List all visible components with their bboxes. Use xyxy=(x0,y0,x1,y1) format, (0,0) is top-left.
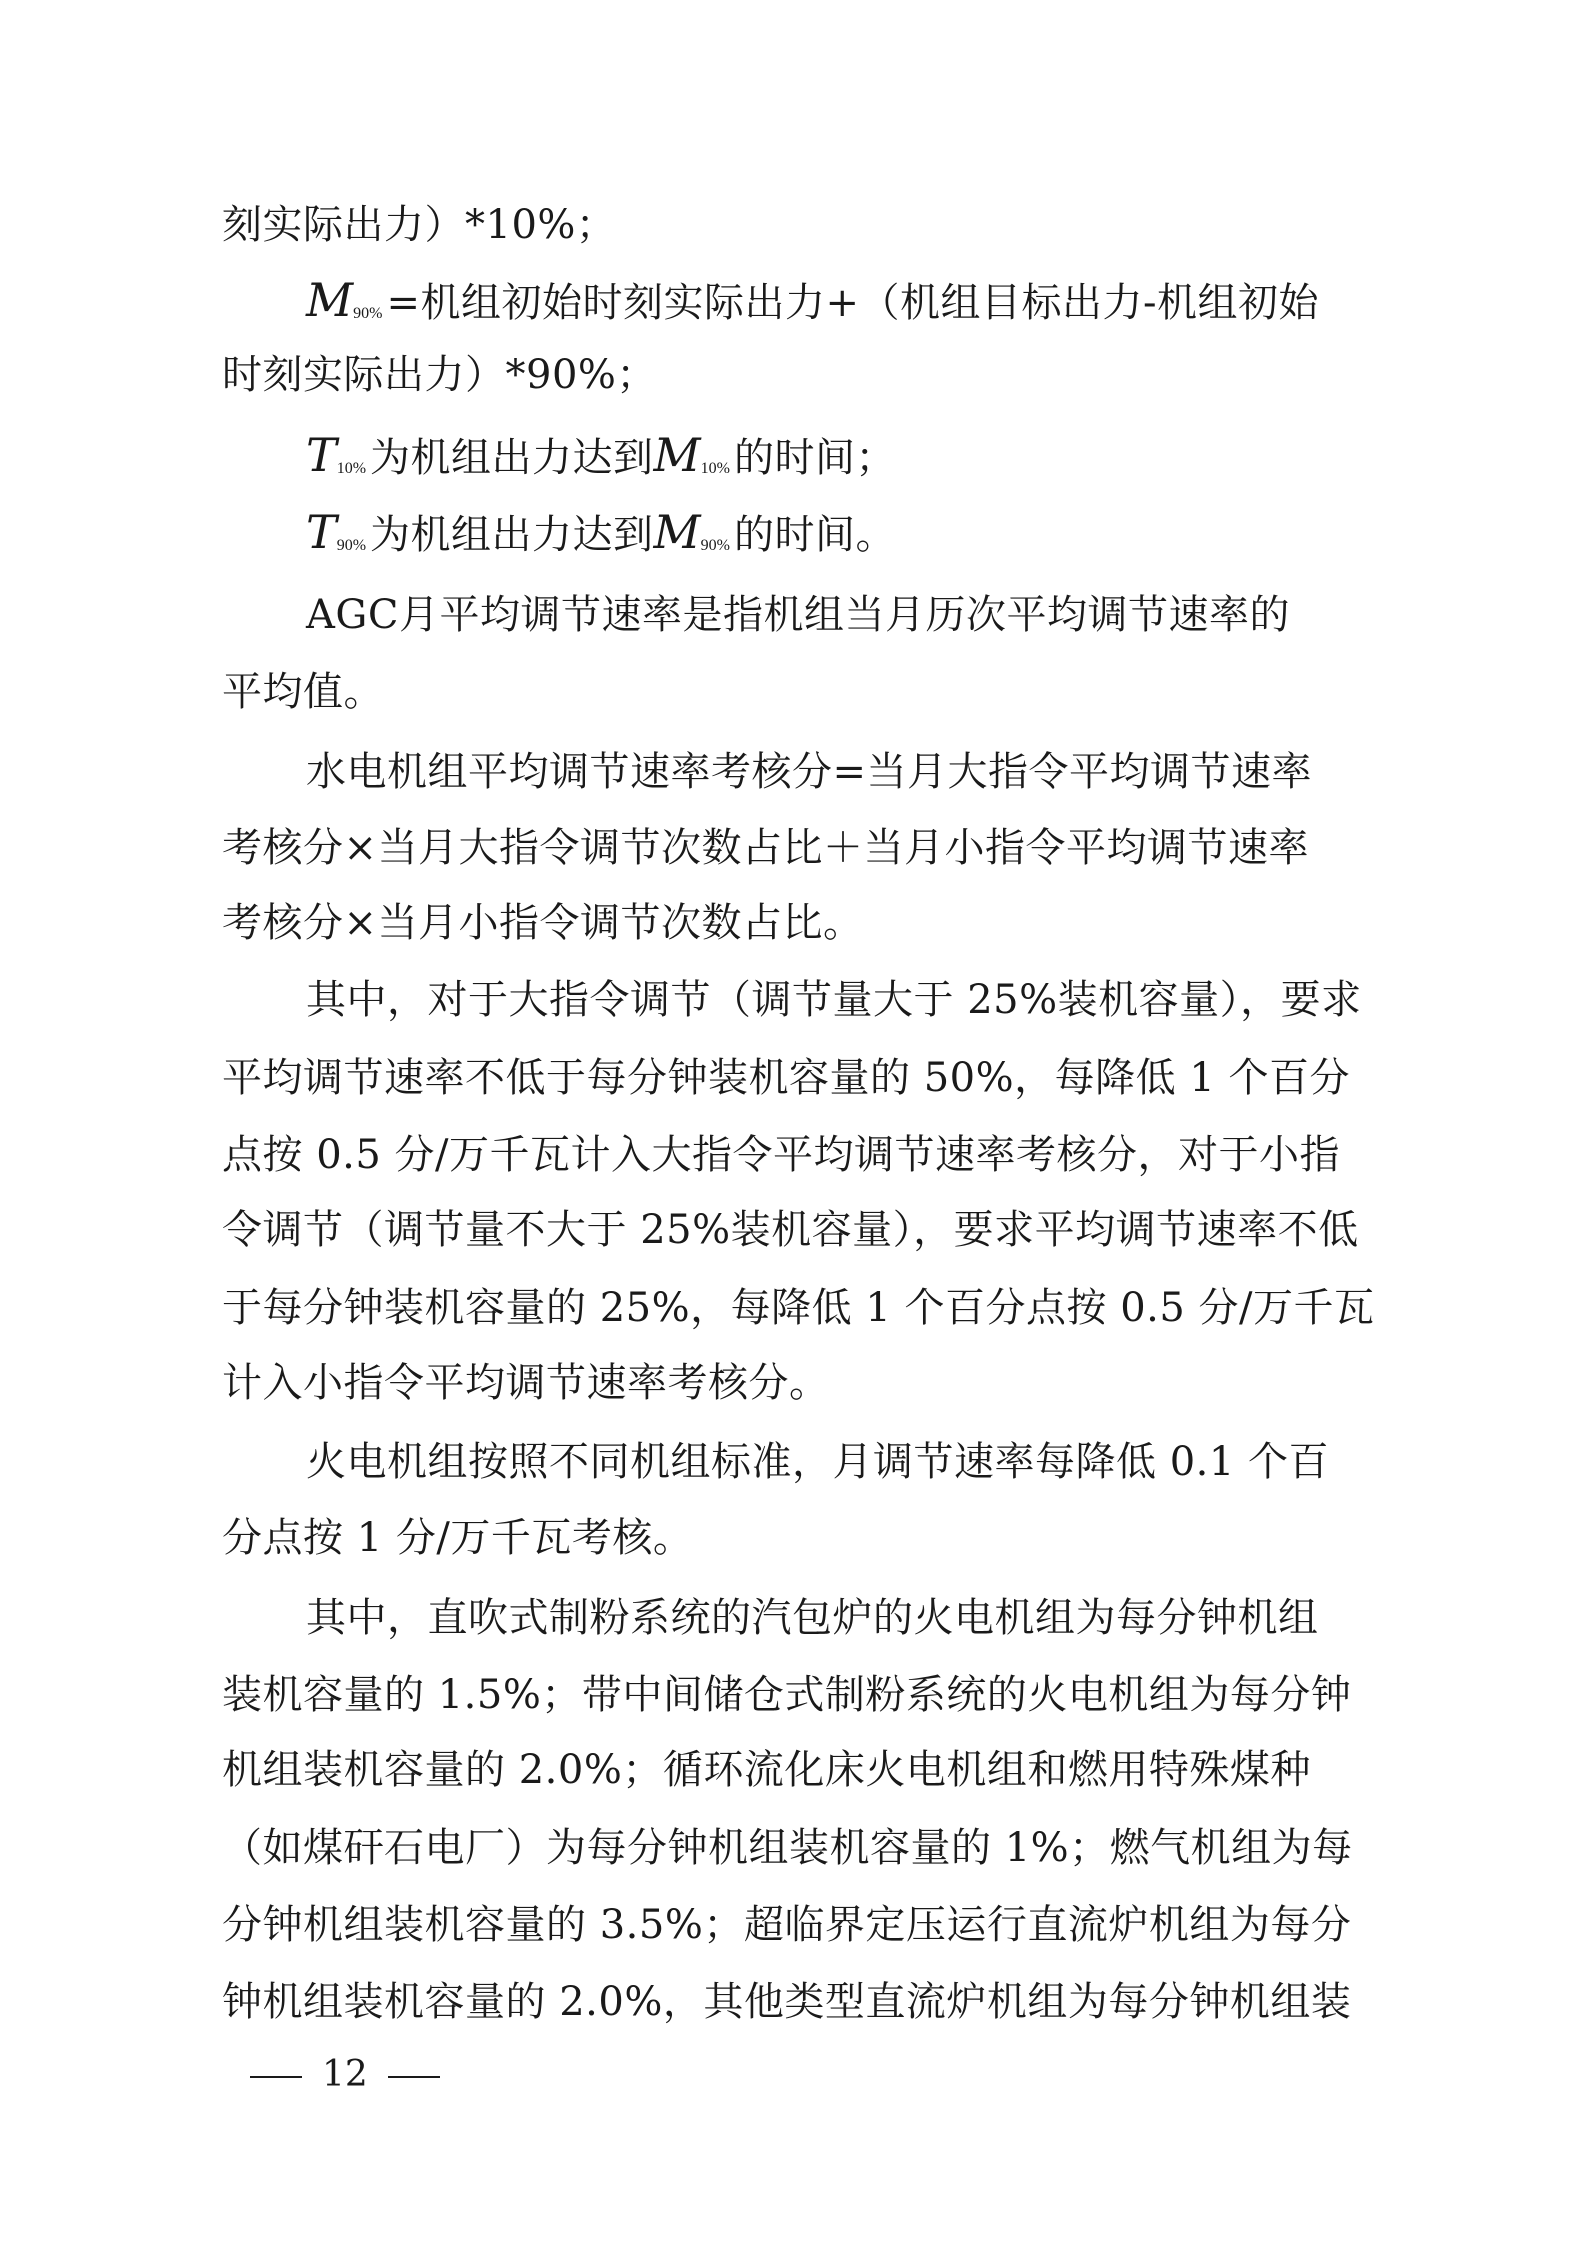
math-variable-t: T xyxy=(306,505,337,559)
text-line xyxy=(0,1972,1587,2032)
formula-t90-text-1: 为机组出力达到 xyxy=(370,512,654,558)
math-variable-m: M xyxy=(653,428,701,482)
math-variable-m: M xyxy=(653,505,701,559)
standards-line-5: 分钟机组装机容量的 3.5%；超临界定压运行直流炉机组为每分 xyxy=(222,1902,1352,1948)
paragraph-1-line-1: 刻实际出力）*10%； xyxy=(222,202,617,248)
math-subscript: 90% xyxy=(700,537,730,554)
text-line xyxy=(0,970,1587,1030)
formula-t10-line xyxy=(0,425,1587,485)
math-subscript: 10% xyxy=(700,460,730,477)
formula-t10-text-2: 的时间； xyxy=(733,435,896,481)
text-line xyxy=(0,742,1587,802)
text-line xyxy=(0,1818,1587,1878)
text-line xyxy=(0,893,1587,953)
formula-t90-line xyxy=(0,502,1587,562)
big-small-line-4: 令调节（调节量不大于 25%装机容量），要求平均调节速率不低 xyxy=(222,1207,1359,1253)
agc-line-1: AGC月平均调节速率是指机组当月历次平均调节速率的 xyxy=(306,592,1290,638)
big-small-line-1: 其中，对于大指令调节（调节量大于 25%装机容量），要求 xyxy=(306,977,1362,1023)
hydro-line-3: 考核分×当月小指令调节次数占比。 xyxy=(222,900,864,946)
formula-t10-text-1: 为机组出力达到 xyxy=(370,435,654,481)
hydro-line-2: 考核分×当月大指令调节次数占比＋当月小指令平均调节速率 xyxy=(222,825,1310,871)
standards-line-4: （如煤矸石电厂）为每分钟机组装机容量的 1%；燃气机组为每 xyxy=(222,1825,1353,1871)
text-line xyxy=(0,1740,1587,1800)
math-subscript: 90% xyxy=(353,305,383,322)
text-line xyxy=(0,1048,1587,1108)
hydro-line-1: 水电机组平均调节速率考核分=当月大指令平均调节速率 xyxy=(306,749,1313,795)
text-line xyxy=(0,1432,1587,1492)
text-line xyxy=(0,345,1587,405)
standards-line-3: 机组装机容量的 2.0%；循环流化床火电机组和燃用特殊煤种 xyxy=(222,1747,1311,1793)
formula-t90-text-2: 的时间。 xyxy=(733,512,896,558)
text-line xyxy=(0,662,1587,722)
math-variable-t: T xyxy=(306,428,337,482)
text-line xyxy=(0,195,1587,255)
big-small-line-2: 平均调节速率不低于每分钟装机容量的 50%，每降低 1 个百分 xyxy=(222,1055,1350,1101)
big-small-line-5: 于每分钟装机容量的 25%，每降低 1 个百分点按 0.5 分/万千瓦 xyxy=(222,1285,1375,1331)
standards-line-2: 装机容量的 1.5%；带中间储仓式制粉系统的火电机组为每分钟 xyxy=(222,1672,1352,1718)
thermal-line-1: 火电机组按照不同机组标准，月调节速率每降低 0.1 个百 xyxy=(306,1439,1330,1485)
footer-dash-right xyxy=(388,2076,440,2078)
formula-m90-line xyxy=(0,270,1587,330)
text-line xyxy=(0,1665,1587,1725)
standards-line-6: 钟机组装机容量的 2.0%，其他类型直流炉机组为每分钟机组装 xyxy=(222,1979,1352,2025)
agc-line-2: 平均值。 xyxy=(222,669,384,715)
footer-dash-left xyxy=(250,2076,302,2078)
page-footer xyxy=(230,2045,460,2105)
text-line xyxy=(0,1200,1587,1260)
page-number: 12 xyxy=(322,2054,368,2095)
text-line xyxy=(0,1353,1587,1413)
math-subscript: 90% xyxy=(336,537,367,554)
formula-m90-line-2: 时刻实际出力）*90%； xyxy=(222,352,657,398)
math-subscript: 10% xyxy=(336,460,367,477)
thermal-line-2: 分点按 1 分/万千瓦考核。 xyxy=(222,1515,694,1561)
text-line xyxy=(0,1508,1587,1568)
text-line xyxy=(0,1125,1587,1185)
text-line xyxy=(0,1588,1587,1648)
text-line xyxy=(0,1895,1587,1955)
text-line xyxy=(0,818,1587,878)
math-variable-m: M xyxy=(306,273,354,327)
text-line xyxy=(0,585,1587,645)
standards-line-1: 其中，直吹式制粉系统的汽包炉的火电机组为每分钟机组 xyxy=(306,1595,1319,1641)
big-small-line-3: 点按 0.5 分/万千瓦计入大指令平均调节速率考核分，对于小指 xyxy=(222,1132,1341,1178)
big-small-line-6: 计入小指令平均调节速率考核分。 xyxy=(222,1360,830,1406)
formula-m90-text: =机组初始时刻实际出力+（机组目标出力-机组初始 xyxy=(386,280,1319,326)
text-line xyxy=(0,1278,1587,1338)
